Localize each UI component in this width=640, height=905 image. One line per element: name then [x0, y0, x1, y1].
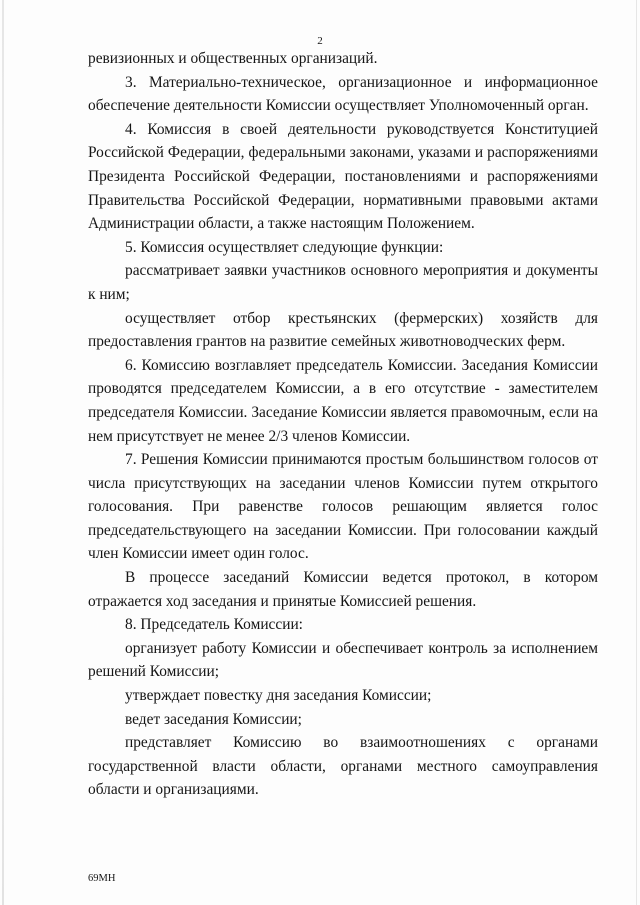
paragraph-continuation: ревизионных и общественных организаций.	[88, 50, 378, 67]
paragraph-protocol: В процессе заседаний Комиссии ведется протокол, в котором отражается ход заседания и принятые Комиссией решения.	[88, 569, 598, 610]
page-number: 2	[317, 35, 323, 47]
footer-document-code: 69МН	[88, 873, 116, 884]
paragraph-item-8: 8. Председатель Комиссии:	[125, 616, 303, 634]
document-body	[88, 47, 598, 802]
paragraph-chair-duty-3: ведет заседания Комиссии;	[125, 710, 302, 728]
paragraph-chair-duty-2: утверждает повестку дня заседания Комиссии;	[125, 687, 432, 705]
paragraph-chair-duty-4: представляет Комиссию во взаимоотношениях с органами государственной власти области, органами местного самоуправления области и организациями.	[88, 734, 598, 799]
paragraph-item-6: 6. Комиссию возглавляет председатель Комиссии. Заседания Комиссии проводятся председателем Комиссии, а в его отсутствие - заместителем председателя Комиссии. Заседание Комиссии является правомочным, если на нем присутствует не менее 2/3 членов Комиссии.	[88, 356, 598, 445]
scan-edge-right	[636, 0, 637, 905]
paragraph-item-7: 7. Решения Комиссии принимаются простым большинством голосов от числа присутствующих на заседании членов Комиссии путем открытого голосования. При равенстве голосов решающим является голос председательствующего на заседании Комиссии. При голосовании каждый член Комиссии имеет один голос.	[88, 451, 598, 563]
paragraph-function-1: рассматривает заявки участников основного мероприятия и документы к ним;	[88, 262, 598, 303]
paragraph-item-4: 4. Комиссия в своей деятельности руководствуется Конституцией Российской Федерации, федеральными законами, указами и распоряжениями Президента Российской Федерации, постановлениями и распоряжениями Правительства Российской Федерации, нормативными правовыми актами Администрации области, а также настоящим Положением.	[88, 120, 598, 233]
paragraph-chair-duty-1: организует работу Комиссии и обеспечивает контроль за исполнением решений Комиссии;	[88, 639, 598, 681]
paragraph-function-2: осуществляет отбор крестьянских (фермерских) хозяйств для предоставления грантов на развитие семейных животноводческих ферм.	[88, 309, 598, 351]
paragraph-item-3: 3. Материально-техническое, организационное и информационное обеспечение деятельности Комиссии осуществляет Уполномоченный орган.	[88, 73, 598, 115]
scan-edge-left	[2, 0, 4, 905]
paragraph-item-5: 5. Комиссия осуществляет следующие функции:	[125, 238, 444, 256]
